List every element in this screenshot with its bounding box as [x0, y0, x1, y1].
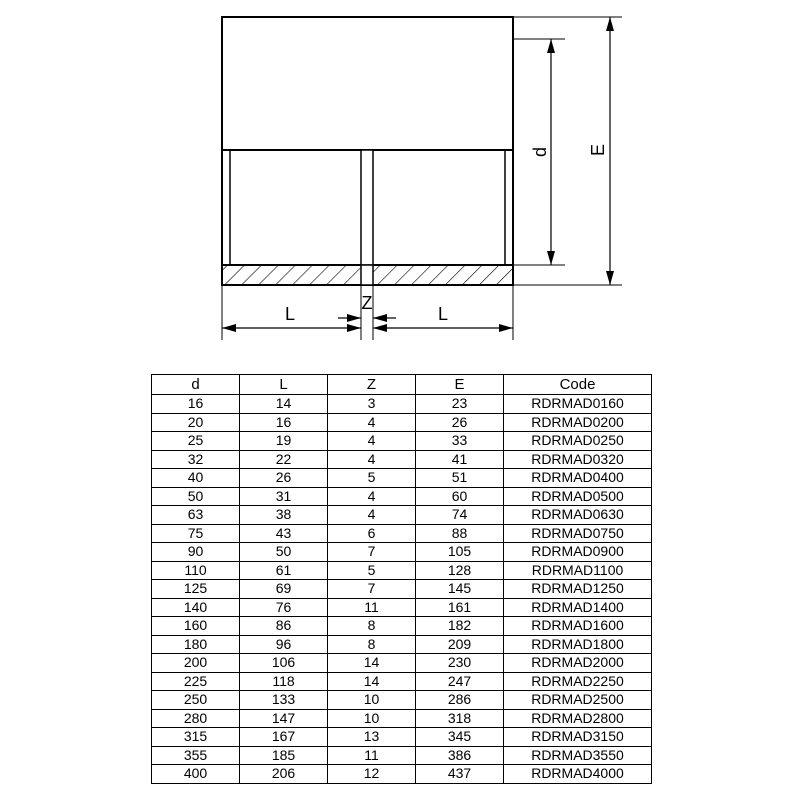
cell-E: 74: [416, 506, 504, 525]
cell-d: 125: [152, 580, 240, 599]
cell-L: 22: [240, 450, 328, 469]
cell-E: 145: [416, 580, 504, 599]
cell-Z: 5: [328, 469, 416, 488]
cell-Z: 3: [328, 395, 416, 414]
table-row: [152, 487, 652, 506]
cell-d: 140: [152, 598, 240, 617]
cell-L: 61: [240, 561, 328, 580]
table-header-row: [152, 375, 652, 395]
cell-d: 25: [152, 432, 240, 451]
E-arrow-bottom: [606, 271, 614, 285]
cell-code: RDRMAD1100: [504, 561, 652, 580]
d-arrow-bottom: [547, 251, 555, 265]
cell-code: RDRMAD0400: [504, 469, 652, 488]
cell-L: 16: [240, 413, 328, 432]
cell-L: 185: [240, 746, 328, 765]
cell-L: 147: [240, 709, 328, 728]
cell-L: 167: [240, 728, 328, 747]
cell-Z: 13: [328, 728, 416, 747]
cell-code: RDRMAD0500: [504, 487, 652, 506]
table-row: [152, 617, 652, 636]
cell-E: 386: [416, 746, 504, 765]
cell-code: RDRMAD1400: [504, 598, 652, 617]
cell-E: 230: [416, 654, 504, 673]
cell-d: 315: [152, 728, 240, 747]
header-L: L: [240, 375, 328, 395]
cell-L: 38: [240, 506, 328, 525]
cell-Z: 10: [328, 691, 416, 710]
cell-E: 345: [416, 728, 504, 747]
Z-arrow-right: [373, 314, 387, 322]
L-left-arrow-end: [347, 324, 361, 332]
coupling-technical-drawing: [0, 0, 800, 360]
cell-L: 86: [240, 617, 328, 636]
cell-E: 247: [416, 672, 504, 691]
table-row: [152, 672, 652, 691]
cell-L: 43: [240, 524, 328, 543]
E-arrow-top: [606, 17, 614, 31]
cell-L: 31: [240, 487, 328, 506]
table-row: [152, 469, 652, 488]
cell-Z: 7: [328, 543, 416, 562]
center-stop: [361, 150, 373, 265]
table-row: [152, 598, 652, 617]
cell-d: 16: [152, 395, 240, 414]
cell-code: RDRMAD1250: [504, 580, 652, 599]
cell-Z: 4: [328, 506, 416, 525]
cell-Z: 8: [328, 635, 416, 654]
table-row: [152, 746, 652, 765]
cell-code: RDRMAD0160: [504, 395, 652, 414]
cell-E: 209: [416, 635, 504, 654]
cell-d: 250: [152, 691, 240, 710]
table-row: [152, 635, 652, 654]
table-row: [152, 543, 652, 562]
table-row: [152, 691, 652, 710]
cell-E: 33: [416, 432, 504, 451]
table-row: [152, 765, 652, 784]
header-E: E: [416, 375, 504, 395]
cell-L: 106: [240, 654, 328, 673]
table-row: [152, 413, 652, 432]
table-row: [152, 709, 652, 728]
table-row: [152, 728, 652, 747]
cell-Z: 8: [328, 617, 416, 636]
cell-E: 182: [416, 617, 504, 636]
cell-Z: 4: [328, 432, 416, 451]
cell-d: 200: [152, 654, 240, 673]
cell-code: RDRMAD0750: [504, 524, 652, 543]
cell-Z: 6: [328, 524, 416, 543]
cell-Z: 14: [328, 654, 416, 673]
cell-L: 26: [240, 469, 328, 488]
L-left-label: L: [284, 304, 296, 324]
cell-code: RDRMAD0900: [504, 543, 652, 562]
cell-d: 110: [152, 561, 240, 580]
cell-Z: 4: [328, 487, 416, 506]
cell-E: 51: [416, 469, 504, 488]
center-stop-base: [361, 265, 373, 285]
E-label: E: [588, 143, 608, 157]
cell-Z: 5: [328, 561, 416, 580]
d-arrow-top: [547, 39, 555, 53]
cell-E: 60: [416, 487, 504, 506]
cell-Z: 12: [328, 765, 416, 784]
table-row: [152, 506, 652, 525]
table-row: [152, 450, 652, 469]
cell-d: 225: [152, 672, 240, 691]
cell-E: 88: [416, 524, 504, 543]
cell-code: RDRMAD4000: [504, 765, 652, 784]
cell-d: 160: [152, 617, 240, 636]
cell-E: 161: [416, 598, 504, 617]
cell-L: 133: [240, 691, 328, 710]
cell-code: RDRMAD3150: [504, 728, 652, 747]
cell-code: RDRMAD1800: [504, 635, 652, 654]
d-label: d: [530, 146, 550, 158]
cell-d: 50: [152, 487, 240, 506]
cell-E: 23: [416, 395, 504, 414]
cell-Z: 14: [328, 672, 416, 691]
table-row: [152, 524, 652, 543]
cell-Z: 11: [328, 746, 416, 765]
L-right-arrow-start: [373, 324, 387, 332]
header-Z: Z: [328, 375, 416, 395]
cell-E: 26: [416, 413, 504, 432]
L-right-label: L: [437, 304, 449, 324]
cell-d: 20: [152, 413, 240, 432]
cell-code: RDRMAD0630: [504, 506, 652, 525]
table-row: [152, 432, 652, 451]
table-row: [152, 561, 652, 580]
table-row: [152, 654, 652, 673]
cell-code: RDRMAD1600: [504, 617, 652, 636]
header-d: d: [152, 375, 240, 395]
Z-label: Z: [361, 293, 373, 313]
L-right-arrow-end: [499, 324, 513, 332]
cell-d: 63: [152, 506, 240, 525]
cell-Z: 10: [328, 709, 416, 728]
cell-d: 32: [152, 450, 240, 469]
cell-d: 400: [152, 765, 240, 784]
cell-d: 40: [152, 469, 240, 488]
cell-L: 206: [240, 765, 328, 784]
table-row: [152, 395, 652, 414]
cell-code: RDRMAD0200: [504, 413, 652, 432]
cell-Z: 7: [328, 580, 416, 599]
header-code: Code: [504, 375, 652, 395]
cell-L: 96: [240, 635, 328, 654]
cell-E: 41: [416, 450, 504, 469]
cell-L: 69: [240, 580, 328, 599]
cell-L: 118: [240, 672, 328, 691]
cell-code: RDRMAD3550: [504, 746, 652, 765]
table-row: [152, 580, 652, 599]
cell-d: 355: [152, 746, 240, 765]
cell-code: RDRMAD2500: [504, 691, 652, 710]
cell-E: 437: [416, 765, 504, 784]
L-left-arrow-start: [222, 324, 236, 332]
cell-d: 75: [152, 524, 240, 543]
Z-arrow-left: [347, 314, 361, 322]
cell-L: 19: [240, 432, 328, 451]
cell-E: 105: [416, 543, 504, 562]
cell-E: 318: [416, 709, 504, 728]
cell-code: RDRMAD2000: [504, 654, 652, 673]
cell-L: 14: [240, 395, 328, 414]
cell-E: 286: [416, 691, 504, 710]
cell-Z: 4: [328, 450, 416, 469]
cell-d: 180: [152, 635, 240, 654]
cell-code: RDRMAD0320: [504, 450, 652, 469]
cell-Z: 11: [328, 598, 416, 617]
cell-d: 280: [152, 709, 240, 728]
dimension-table: [151, 374, 652, 784]
cell-L: 50: [240, 543, 328, 562]
cell-E: 128: [416, 561, 504, 580]
cell-d: 90: [152, 543, 240, 562]
cell-code: RDRMAD2800: [504, 709, 652, 728]
cell-L: 76: [240, 598, 328, 617]
cell-Z: 4: [328, 413, 416, 432]
cell-code: RDRMAD0250: [504, 432, 652, 451]
cell-code: RDRMAD2250: [504, 672, 652, 691]
